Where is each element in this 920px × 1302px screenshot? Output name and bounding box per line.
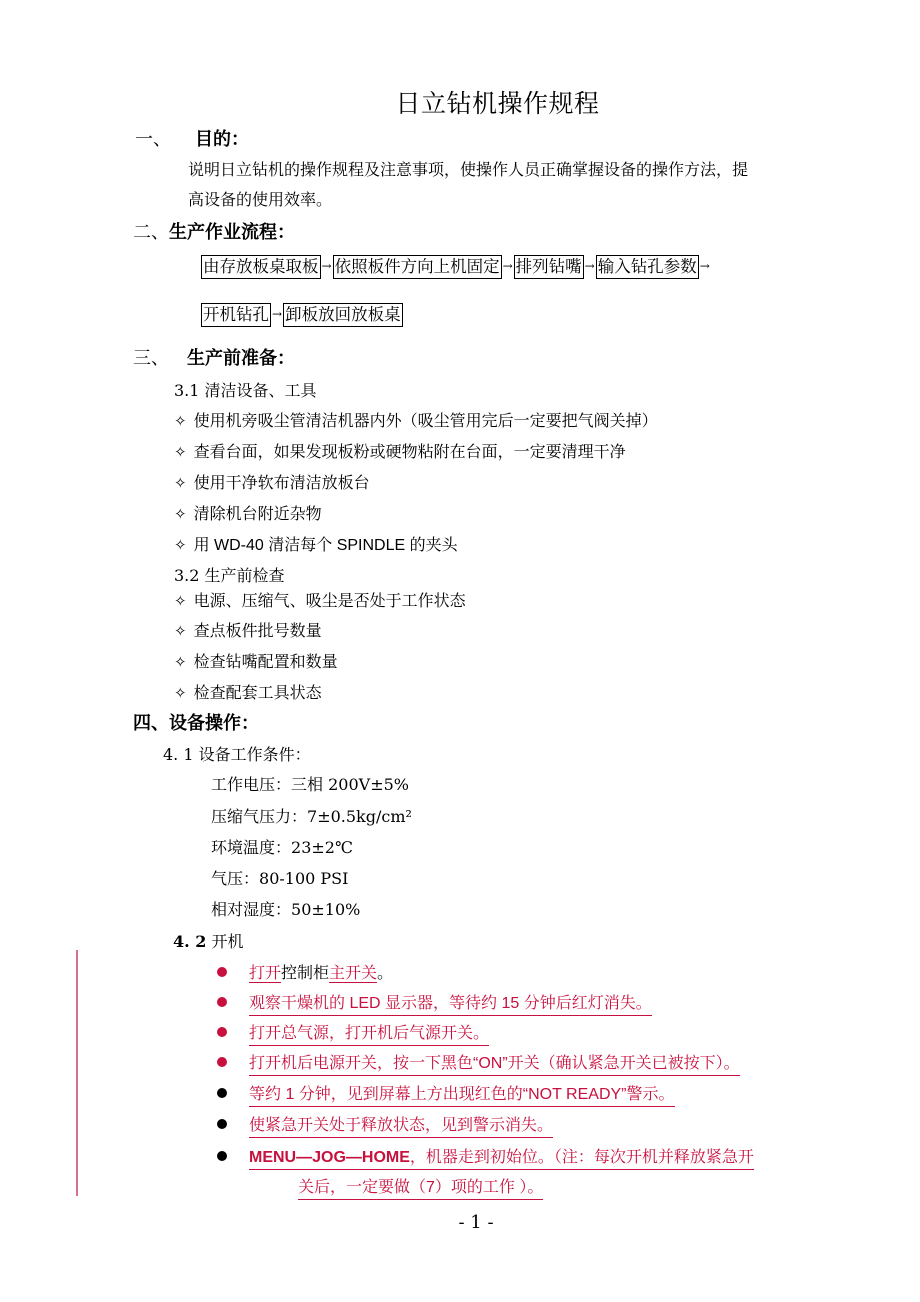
flow-step-5: 开机钻孔 (201, 303, 271, 327)
step-item-continuation: 关后，一定要做（7）项的工作 ）。 (298, 1174, 543, 1197)
list-item: ✧ 使用机旁吸尘管清洁机器内外（吸尘管用完后一定要把气阀关掉） (174, 411, 658, 430)
step-item: 打开控制柜主开关。 (217, 960, 393, 983)
arrow-icon: → (584, 259, 595, 273)
list-item: ✧ 检查配套工具状态 (174, 683, 322, 702)
section-3-number: 三、 (133, 348, 169, 369)
bullet-dot-icon (217, 1057, 227, 1067)
subsection-3-1-label: 3.1 清洁设备、工具 (174, 381, 317, 400)
flow-step-3: 排列钻嘴 (514, 255, 584, 279)
diamond-bullet-icon: ✧ (174, 536, 187, 554)
bullet-dot-icon (217, 1151, 227, 1161)
flow-step-1: 由存放板桌取板 (201, 255, 321, 279)
arrow-icon: → (502, 259, 513, 273)
revision-bar (76, 950, 78, 1196)
list-item: ✧ 使用干净软布清洁放板台 (174, 473, 370, 492)
bullet-dot-icon (217, 1027, 227, 1037)
section-4-heading (133, 709, 259, 735)
diamond-bullet-icon: ✧ (174, 653, 187, 671)
diamond-bullet-icon: ✧ (174, 592, 187, 610)
arrow-icon: → (699, 259, 710, 273)
condition-humidity: 相对湿度：50±10% (211, 900, 361, 919)
step-item: 使紧急开关处于释放状态，见到警示消失。 (217, 1112, 553, 1135)
section-2-title: 生产作业流程： (169, 222, 295, 243)
bullet-dot-icon (217, 1088, 227, 1098)
diamond-bullet-icon: ✧ (174, 443, 187, 461)
flow-row-2 (201, 303, 403, 327)
diamond-bullet-icon: ✧ (174, 684, 187, 702)
diamond-bullet-icon: ✧ (174, 622, 187, 640)
condition-temperature: 环境温度：23±2℃ (211, 838, 353, 857)
section-2-heading (133, 218, 295, 244)
flow-row-1 (201, 255, 711, 279)
flow-step-2: 依照板件方向上机固定 (333, 255, 502, 279)
subsection-3-2-label: 3.2 生产前检查 (174, 566, 285, 585)
section-3-title: 生产前准备： (187, 348, 295, 369)
step-item: 等约 1 分钟，见到屏幕上方出现红色的“NOT READY”警示。 (217, 1081, 675, 1104)
section-1-line-1: 说明日立钻机的操作规程及注意事项，使操作人员正确掌握设备的操作方法，提 (188, 160, 749, 179)
step-item: MENU—JOG—HOME，机器走到初始位。（注：每次开机并释放紧急开 (217, 1144, 754, 1167)
diamond-bullet-icon: ✧ (174, 412, 187, 430)
bullet-dot-icon (217, 967, 227, 977)
bullet-dot-icon (217, 997, 227, 1007)
bullet-dot-icon (217, 1119, 227, 1129)
arrow-icon: → (321, 259, 332, 273)
condition-air-pressure: 压缩气压力：7±0.5kg/cm² (211, 807, 412, 826)
list-item: ✧ 查点板件批号数量 (174, 621, 322, 640)
step-item: 观察干燥机的 LED 显示器，等待约 15 分钟后红灯消失。 (217, 990, 652, 1013)
flow-step-6: 卸板放回放板桌 (283, 303, 403, 327)
section-2-number: 二、 (133, 222, 169, 243)
list-item: ✧ 电源、压缩气、吸尘是否处于工作状态 (174, 591, 466, 610)
subsection-4-1-label: 4. 1 设备工作条件： (163, 745, 311, 764)
section-1-line-2: 高设备的使用效率。 (188, 190, 333, 209)
list-item: ✧ 用 WD-40 清洁每个 SPINDLE 的夹头 (174, 536, 458, 554)
subsection-4-2-label: 4. 2 开机 (173, 932, 244, 951)
step-item: 打开机后电源开关，按一下黑色“ON”开关（确认紧急开关已被按下）。 (217, 1050, 740, 1073)
flow-step-4: 输入钻孔参数 (596, 255, 699, 279)
list-item: ✧ 检查钻嘴配置和数量 (174, 652, 338, 671)
section-4-title: 设备操作： (169, 713, 259, 734)
diamond-bullet-icon: ✧ (174, 474, 187, 492)
section-1-number: 一、 (135, 129, 171, 150)
list-item: ✧ 查看台面，如果发现板粉或硬物粘附在台面，一定要清理干净 (174, 442, 626, 461)
list-item: ✧ 清除机台附近杂物 (174, 504, 322, 523)
arrow-icon: → (272, 307, 283, 321)
step-item: 打开总气源，打开机后气源开关。 (217, 1020, 489, 1043)
section-1-title: 目的： (195, 129, 249, 150)
section-3-heading (133, 344, 295, 370)
page-number: - 1 - (458, 1212, 494, 1233)
section-1-heading (135, 125, 249, 151)
document-title: 日立钻机操作规程 (395, 89, 600, 118)
section-4-number: 四、 (133, 713, 169, 734)
condition-pressure-psi: 气压：80-100 PSI (211, 869, 349, 888)
diamond-bullet-icon: ✧ (174, 505, 187, 523)
condition-voltage: 工作电压：三相 200V±5% (211, 775, 409, 794)
